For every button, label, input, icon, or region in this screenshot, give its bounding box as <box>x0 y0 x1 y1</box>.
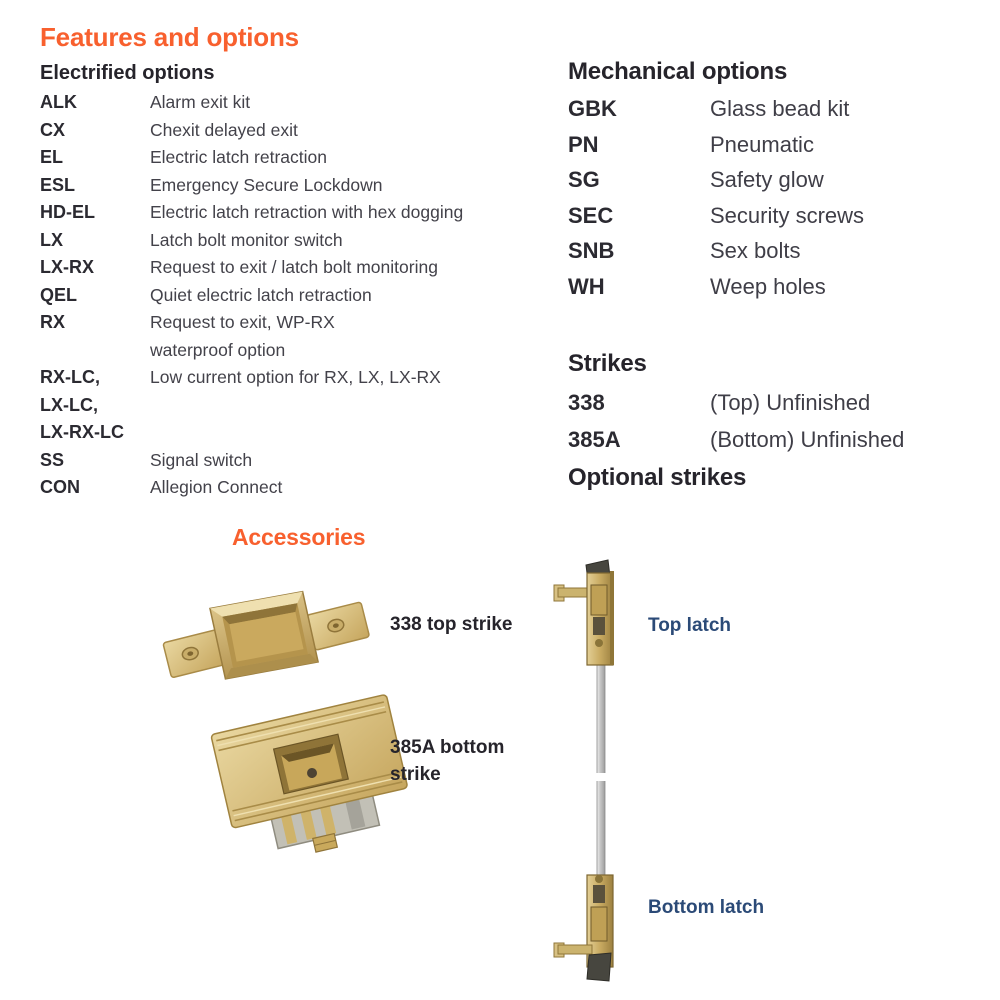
table-row <box>40 422 540 450</box>
electrified-options-table <box>40 92 540 505</box>
option-code: SNB <box>568 238 615 263</box>
option-desc: Pneumatic <box>710 131 814 157</box>
option-code: SEC <box>568 202 614 228</box>
option-code: EL <box>40 147 64 167</box>
strikes-table <box>568 390 988 464</box>
table-row <box>568 132 988 168</box>
mechanical-options-heading: Mechanical options <box>568 58 788 85</box>
option-code: WH <box>568 273 605 299</box>
table-row <box>40 312 540 340</box>
table-row <box>40 395 540 423</box>
table-row <box>40 202 540 230</box>
table-row <box>40 340 540 368</box>
option-desc: Quiet electric latch retraction <box>150 284 372 305</box>
table-row <box>568 390 988 427</box>
strike-code: 338 <box>568 390 605 415</box>
accessories-heading: Accessories <box>232 524 366 550</box>
page-title: Features and options <box>40 22 299 52</box>
option-code: ALK <box>40 92 77 112</box>
option-code: CX <box>40 119 66 140</box>
option-code: SG <box>568 167 600 192</box>
table-row <box>568 238 988 274</box>
top-latch-label: Top latch <box>648 615 732 636</box>
top-strike-image <box>158 568 373 703</box>
strike-code: 385A <box>568 427 621 452</box>
option-desc: Request to exit, WP-RX <box>150 312 335 332</box>
table-row <box>568 203 988 239</box>
option-code: HD-EL <box>40 202 95 222</box>
table-row <box>40 230 540 258</box>
table-row <box>40 477 540 505</box>
option-desc: Latch bolt monitor switch <box>150 229 343 250</box>
option-code: SS <box>40 449 65 470</box>
table-row <box>568 427 988 464</box>
option-desc: Chexit delayed exit <box>150 119 298 140</box>
option-code: LX-RX-LC <box>40 422 124 442</box>
bottom-latch-label: Bottom latch <box>648 897 765 918</box>
top-strike-caption: 338 top strike <box>390 614 513 635</box>
option-desc: Weep holes <box>710 273 826 299</box>
option-desc: Glass bead kit <box>710 96 850 121</box>
option-desc: Sex bolts <box>710 238 801 263</box>
table-row <box>40 285 540 313</box>
option-code: LX <box>40 229 64 250</box>
option-desc: Low current option for RX, LX, LX-RX <box>150 367 441 387</box>
table-row <box>568 274 988 310</box>
option-desc: Electric latch retraction with hex dogging <box>150 202 464 222</box>
option-code: PN <box>568 131 599 157</box>
option-code: CON <box>40 477 80 497</box>
option-code: RX <box>40 312 66 332</box>
top-latch-drawing <box>554 560 614 665</box>
option-code: GBK <box>568 96 617 121</box>
option-desc: Alarm exit kit <box>150 92 251 112</box>
table-row <box>40 92 540 120</box>
bottom-strike-caption: 385A bottom strike <box>390 737 505 785</box>
option-code: LX-LC, <box>40 394 98 415</box>
mechanical-options-table <box>568 96 988 309</box>
optional-strikes-heading: Optional strikes <box>568 464 747 491</box>
table-row <box>568 167 988 203</box>
electrified-options-heading: Electrified options <box>40 62 215 84</box>
option-desc: Allegion Connect <box>150 477 283 497</box>
option-desc: Request to exit / latch bolt monitoring <box>150 257 438 277</box>
option-desc: Electric latch retraction <box>150 147 328 167</box>
option-desc: Signal switch <box>150 449 253 470</box>
option-desc: Security screws <box>710 202 865 228</box>
bottom-latch-drawing <box>554 875 613 981</box>
option-code: ESL <box>40 174 76 195</box>
option-code: RX-LC, <box>40 367 100 387</box>
option-desc: Safety glow <box>710 167 824 192</box>
table-row <box>40 120 540 148</box>
table-row <box>40 367 540 395</box>
table-row <box>568 96 988 132</box>
option-desc: waterproof option <box>150 339 286 360</box>
strike-desc: (Top) Unfinished <box>710 390 871 415</box>
table-row <box>40 257 540 285</box>
table-row <box>40 450 540 478</box>
table-row <box>40 147 540 175</box>
strike-desc: (Bottom) Unfinished <box>710 427 905 452</box>
table-row <box>40 175 540 203</box>
option-desc: Emergency Secure Lockdown <box>150 174 383 195</box>
strikes-heading: Strikes <box>568 350 647 377</box>
option-code: QEL <box>40 284 78 305</box>
option-code: LX-RX <box>40 257 94 277</box>
